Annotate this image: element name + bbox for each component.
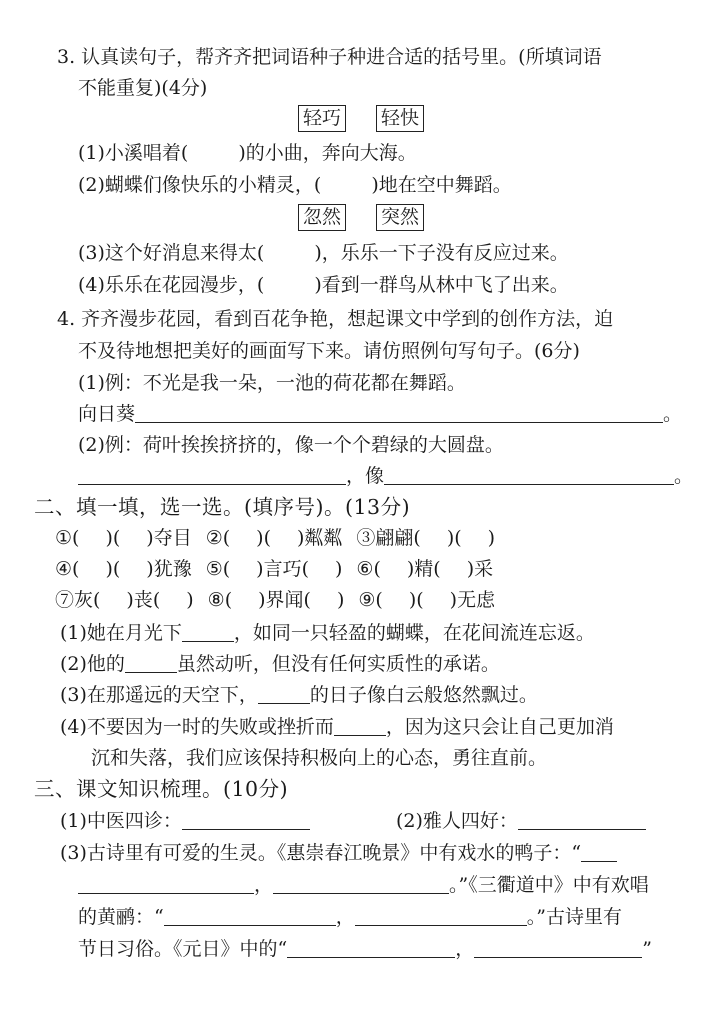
q3-s2-part-b: )地在空中舞蹈。 (371, 174, 512, 196)
word-box-qingqiao: 轻巧 (298, 105, 346, 132)
answer-line[interactable] (182, 809, 310, 830)
fill-2-part-b: 虽然动听，但没有任何实质性的承诺。 (176, 653, 500, 675)
answer-line[interactable] (78, 464, 346, 485)
idiom-text: )界闻( (258, 589, 311, 611)
idiom-text: )粼粼 (296, 527, 343, 549)
knowledge-2 (396, 808, 646, 834)
q3-s2-part-a: (2)蝴蝶们像快乐的小精灵，( (78, 174, 322, 196)
idiom-text: ⑨( (358, 589, 383, 611)
idiom-text: )( (446, 527, 462, 549)
knowledge-3-text: ” (642, 938, 652, 960)
answer-line[interactable] (258, 683, 310, 704)
knowledge-3-line3 (78, 904, 622, 930)
idiom-text: ⑥( (356, 558, 381, 580)
fill-1-part-b: ，如同一只轻盈的蝴蝶，在花间流连忘返。 (233, 622, 595, 644)
answer-line[interactable] (355, 905, 527, 926)
q4-example-1: (1)例：不光是我一朵，一池的荷花都在舞蹈。 (78, 372, 466, 394)
idiom-text: ) (186, 589, 194, 611)
word-box-huran: 忽然 (298, 204, 346, 231)
fill-4-part-b: ，因为这只会让自己更加消 (385, 716, 614, 738)
fill-4-part-a: (4)不要因为一时的失败或挫折而 (60, 716, 334, 738)
idiom-text: ) (487, 527, 496, 549)
q3-sentence-2 (78, 172, 512, 198)
q4-answer-2 (78, 463, 693, 489)
word-box-turan: 突然 (376, 204, 424, 231)
q3-sentence-1 (78, 140, 417, 166)
word-box-qingkuai: 轻快 (376, 105, 424, 132)
knowledge-3-line1 (60, 840, 617, 866)
q4-title-line1: 4. 齐齐漫步花园，看到百花争艳，想起课文中学到的创作方法，迫 (57, 308, 614, 330)
fill-2-part-a: (2)他的 (60, 653, 125, 675)
answer-line[interactable] (273, 873, 449, 894)
q3-sentence-3 (78, 240, 569, 266)
q4-title-line2: 不及待地想把美好的画面写下来。请仿照例句写句子。(6分) (78, 340, 580, 362)
knowledge-3-text: 。”古诗里有 (526, 906, 622, 928)
idiom-text: )( (105, 558, 121, 580)
idiom-text: ④( (55, 558, 80, 580)
q3-s3-part-a: (3)这个好消息来得太( (78, 242, 265, 264)
knowledge-3-text: 节日习俗。《元日》中的“ (78, 938, 288, 960)
fill-sentence-4-cont: 沉和失落，我们应该保持积极向上的心态，勇往直前。 (91, 747, 548, 769)
answer-line[interactable] (474, 937, 642, 958)
q3-title-line1: 3. 认真读句子，帮齐齐把词语种子种进合适的括号里。(所填词语 (57, 46, 602, 68)
idiom-text: )言巧( (256, 558, 309, 580)
answer-line[interactable] (182, 621, 234, 642)
fill-sentence-4 (60, 714, 614, 740)
section-2-title: 二、填一填，选一选。(填序号)。(13分) (34, 495, 411, 519)
q4-answer-1 (78, 401, 682, 427)
idiom-text: )犹豫 (146, 558, 192, 580)
answer-line[interactable] (334, 715, 386, 736)
idiom-row-2 (55, 556, 493, 582)
answer-line[interactable] (518, 809, 646, 830)
fill-sentence-2 (60, 651, 500, 677)
answer-line[interactable] (384, 464, 674, 485)
q3-title-line2: 不能重复)(4分) (78, 77, 208, 99)
answer-line[interactable] (164, 905, 336, 926)
idiom-text: ②( (205, 527, 231, 549)
q3-s4-part-a: (4)乐乐在花园漫步，( (78, 274, 265, 296)
knowledge-3-line2 (78, 872, 649, 898)
idiom-text: ⑧( (207, 589, 233, 611)
idiom-text: )( (408, 589, 424, 611)
idiom-text: )丧( (126, 589, 161, 611)
knowledge-3-text: 的黄鹂：“ (78, 906, 164, 928)
q3-s1-part-b: )的小曲，奔向大海。 (238, 142, 417, 164)
answer-line[interactable] (125, 652, 177, 673)
fill-3-part-a: (3)在那遥远的天空下， (60, 684, 258, 706)
answer-line[interactable] (581, 841, 617, 862)
q4-answer-1-prefix: 向日葵 (78, 403, 136, 425)
comma: ， (335, 906, 355, 928)
fill-sentence-3 (60, 682, 538, 708)
knowledge-3-line4 (78, 936, 652, 962)
fill-sentence-1 (60, 620, 595, 646)
idiom-text: )( (105, 527, 121, 549)
q3-s4-part-b: )看到一群鸟从林中飞了出来。 (314, 274, 569, 296)
q3-sentence-4 (78, 272, 569, 298)
q4-example-2: (2)例：荷叶挨挨挤挤的，像一个个碧绿的大圆盘。 (78, 434, 504, 456)
idiom-text: )精( (406, 558, 441, 580)
fill-1-part-a: (1)她在月光下 (60, 622, 182, 644)
q3-s3-part-b: )，乐乐一下子没有反应过来。 (314, 242, 569, 264)
idiom-row-3 (55, 587, 495, 613)
period-mark: 。 (674, 465, 694, 487)
idiom-text: ③翩翩( (356, 527, 421, 549)
idiom-text: )( (256, 527, 271, 549)
knowledge-3-text: (3)古诗里有可爱的生灵。《惠崇春江晚景》中有戏水的鸭子：“ (60, 842, 582, 864)
idiom-text: ) (334, 558, 343, 580)
idiom-text: ①( (55, 527, 80, 549)
comma: ， (254, 874, 274, 896)
comma: ， (455, 938, 475, 960)
knowledge-1-label: (1)中医四诊： (60, 810, 182, 832)
idiom-row-1 (55, 525, 495, 551)
knowledge-2-label: (2)雅人四好： (396, 810, 518, 832)
q4-answer-2-mid: ，像 (346, 465, 385, 487)
idiom-text: ⑤( (205, 558, 231, 580)
q3-s1-part-a: (1)小溪唱着( (78, 142, 189, 164)
answer-line[interactable] (287, 937, 455, 958)
answer-line[interactable] (78, 873, 254, 894)
section-3-title: 三、课文知识梳理。(10分) (34, 777, 289, 801)
fill-3-part-b: 的日子像白云般悠然飘过。 (309, 684, 538, 706)
idiom-text: )无虑 (449, 589, 496, 611)
period-mark: 。 (663, 403, 683, 425)
idiom-text: )采 (466, 558, 494, 580)
idiom-text: ⑦灰( (55, 589, 101, 611)
knowledge-3-text: 。”《三衢道中》中有欢唱 (449, 874, 649, 896)
idiom-text: )夺目 (146, 527, 192, 549)
idiom-text: ) (336, 589, 345, 611)
answer-line[interactable] (135, 402, 663, 423)
knowledge-1 (60, 808, 310, 834)
